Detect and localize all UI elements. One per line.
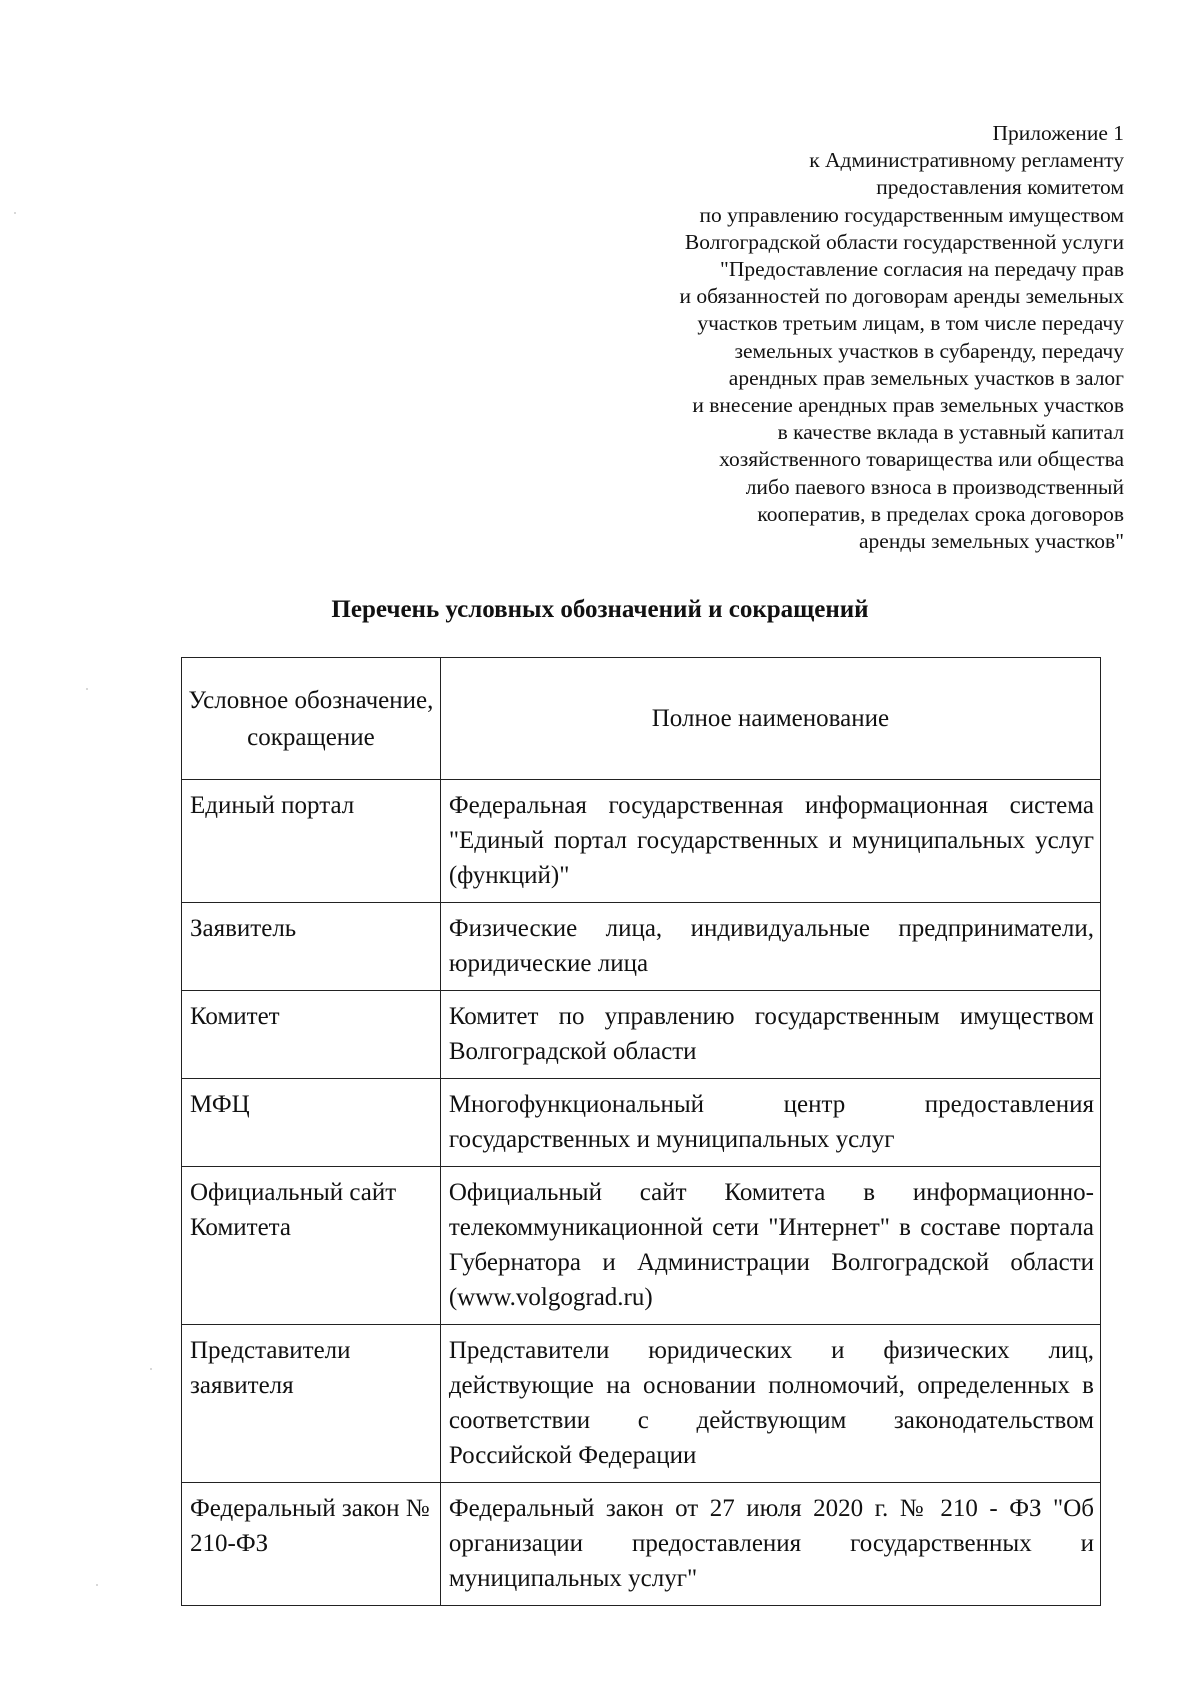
abbreviation-cell: Официальный сайт Комитета xyxy=(182,1167,441,1325)
header-abbreviation: Условное обозначение, сокращение xyxy=(182,658,441,780)
full-name-cell: Многофункциональный центр предоставления государственных и муниципальных услуг xyxy=(440,1079,1100,1167)
appendix-line: либо паевого взноса в производственный xyxy=(745,474,1124,499)
abbreviation-cell: Комитет xyxy=(182,991,441,1079)
appendix-line: Приложение 1 xyxy=(992,121,1124,145)
appendix-line: и внесение арендных прав земельных участков xyxy=(692,393,1124,418)
abbreviation-cell: Единый портал xyxy=(182,780,441,903)
appendix-line: и обязанностей по договорам аренды земельных xyxy=(679,284,1124,309)
appendix-line: Волгоградской области государственной услуги xyxy=(684,229,1124,254)
table-row xyxy=(182,1167,1101,1325)
appendix-line: арендных прав земельных участков в залог xyxy=(728,365,1124,390)
table-header-row xyxy=(182,658,1101,780)
appendix-line: участков третьим лицам, в том числе передачу xyxy=(697,311,1124,336)
scan-speck xyxy=(14,212,16,214)
table-row xyxy=(182,780,1101,903)
appendix-line: в качестве вклада в уставный капитал xyxy=(777,420,1124,445)
appendix-line: по управлению государственным имуществом xyxy=(699,202,1124,227)
table-row xyxy=(182,991,1101,1079)
abbreviation-cell: Представители заявителя xyxy=(182,1325,441,1483)
scan-speck xyxy=(150,1368,152,1370)
full-name-cell: Физические лица, индивидуальные предприниматели, юридические лица xyxy=(440,903,1100,991)
full-name-cell: Федеральная государственная информационная система "Единый портал государственных и муниципальных услуг (функций)" xyxy=(440,780,1100,903)
abbreviations-table xyxy=(181,657,1101,1606)
table-row xyxy=(182,903,1101,991)
appendix-line: аренды земельных участков" xyxy=(859,529,1124,554)
table-row xyxy=(182,1079,1101,1167)
table-row xyxy=(182,1325,1101,1483)
document-title: Перечень условных обозначений и сокращений xyxy=(331,596,869,623)
table-row xyxy=(182,1483,1101,1606)
full-name-cell: Комитет по управлению государственным имуществом Волгоградской области xyxy=(440,991,1100,1079)
full-name-cell: Официальный сайт Комитета в информационно-телекоммуникационной сети "Интернет" в составе портала Губернатора и Администрации Волгоградской области (www.volgograd.ru) xyxy=(440,1167,1100,1325)
abbreviation-cell: Заявитель xyxy=(182,903,441,991)
appendix-line: предоставления комитетом xyxy=(876,175,1124,200)
appendix-line: земельных участков в субаренду, передачу xyxy=(734,338,1124,363)
scan-speck xyxy=(96,1584,98,1586)
appendix-header xyxy=(679,120,1124,555)
full-name-cell: Представители юридических и физических лиц, действующие на основании полномочий, определенных в соответствии с действующим законодательством Российской Федерации xyxy=(440,1325,1100,1483)
appendix-line: "Предоставление согласия на передачу прав xyxy=(720,257,1124,282)
appendix-line: хозяйственного товарищества или общества xyxy=(719,447,1124,472)
abbreviation-cell: Федеральный закон № 210-ФЗ xyxy=(182,1483,441,1606)
scan-speck xyxy=(86,688,88,690)
appendix-line: к Административному регламенту xyxy=(809,148,1124,173)
full-name-cell: Федеральный закон от 27 июля 2020 г. № 210 - ФЗ "Об организации предоставления государственных и муниципальных услуг" xyxy=(440,1483,1100,1606)
appendix-line: кооператив, в пределах срока договоров xyxy=(757,501,1124,526)
header-full-name: Полное наименование xyxy=(440,658,1100,780)
abbreviation-cell: МФЦ xyxy=(182,1079,441,1167)
